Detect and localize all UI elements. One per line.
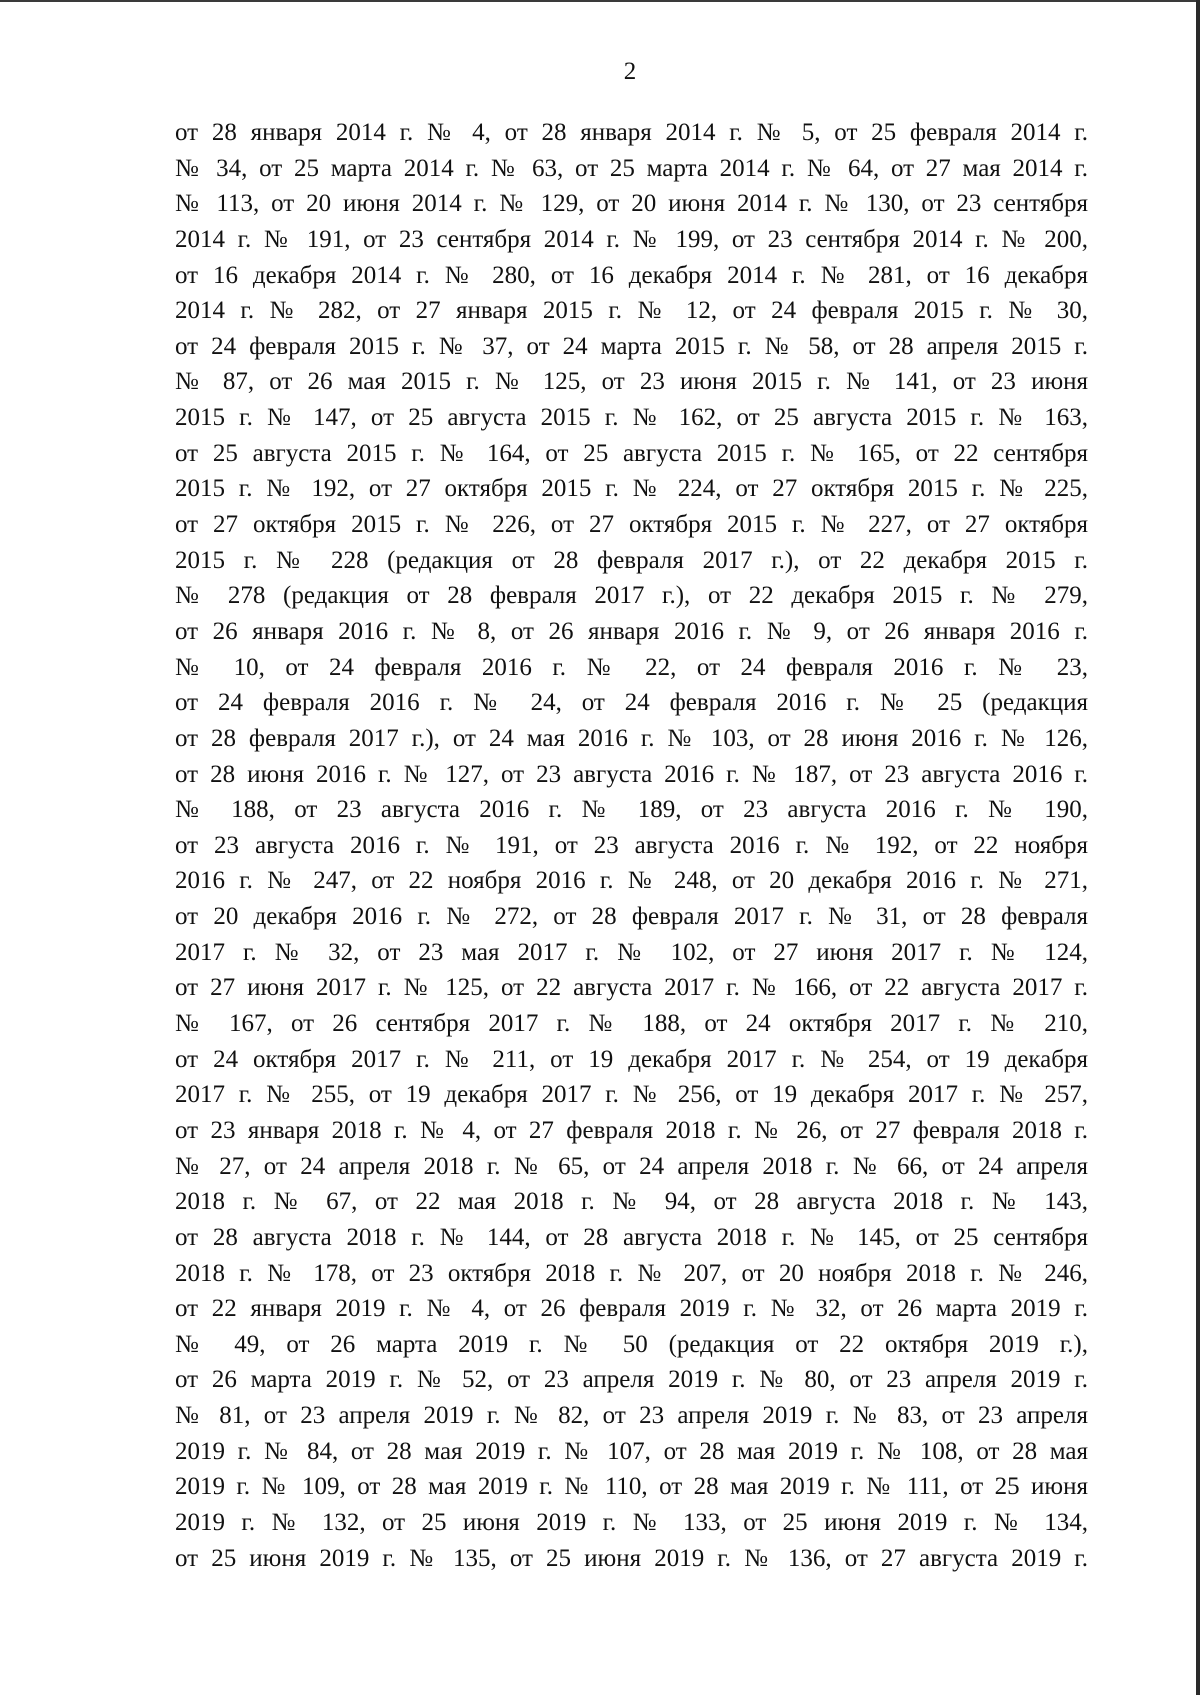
text-line: № 34, от 25 марта 2014 г. № 63, от 25 марта 2014 г. № 64, от 27 мая 2014 г. bbox=[175, 154, 1088, 182]
text-line: № 49, от 26 марта 2019 г. № 50 (редакция от 22 октября 2019 г.), bbox=[175, 1330, 1088, 1358]
text-line: № 81, от 23 апреля 2019 г. № 82, от 23 апреля 2019 г. № 83, от 23 апреля bbox=[175, 1402, 1088, 1430]
text-line: от 25 августа 2015 г. № 164, от 25 августа 2015 г. № 165, от 22 сентября bbox=[175, 439, 1088, 467]
text-line: № 113, от 20 июня 2014 г. № 129, от 20 июня 2014 г. № 130, от 23 сентября bbox=[175, 190, 1088, 218]
text-line: от 27 октября 2015 г. № 226, от 27 октября 2015 г. № 227, от 27 октября bbox=[175, 511, 1088, 539]
text-line: от 20 декабря 2016 г. № 272, от 28 февраля 2017 г. № 31, от 28 февраля bbox=[175, 903, 1088, 931]
text-line: от 28 января 2014 г. № 4, от 28 января 2014 г. № 5, от 25 февраля 2014 г. bbox=[175, 119, 1088, 146]
text-line: от 24 октября 2017 г. № 211, от 19 декабря 2017 г. № 254, от 19 декабря bbox=[175, 1045, 1088, 1073]
text-line: 2014 г. № 282, от 27 января 2015 г. № 12, от 24 февраля 2015 г. № 30, bbox=[175, 297, 1088, 325]
text-line: 2016 г. № 247, от 22 ноября 2016 г. № 248, от 20 декабря 2016 г. № 271, bbox=[175, 867, 1088, 895]
text-line: от 28 июня 2016 г. № 127, от 23 августа 2016 г. № 187, от 23 августа 2016 г. bbox=[175, 760, 1088, 788]
text-line: 2017 г. № 255, от 19 декабря 2017 г. № 256, от 19 декабря 2017 г. № 257, bbox=[175, 1081, 1088, 1109]
text-line: № 188, от 23 августа 2016 г. № 189, от 23 августа 2016 г. № 190, bbox=[175, 796, 1088, 824]
text-line: от 28 августа 2018 г. № 144, от 28 августа 2018 г. № 145, от 25 сентября bbox=[175, 1223, 1088, 1251]
text-line: № 167, от 26 сентября 2017 г. № 188, от 24 октября 2017 г. № 210, bbox=[175, 1010, 1088, 1038]
scan-edge-top bbox=[0, 0, 1200, 2]
text-line: от 28 февраля 2017 г.), от 24 мая 2016 г. № 103, от 28 июня 2016 г. № 126, bbox=[175, 724, 1088, 752]
text-line: 2018 г. № 67, от 22 мая 2018 г. № 94, от 28 августа 2018 г. № 143, bbox=[175, 1188, 1088, 1216]
text-line: 2019 г. № 84, от 28 мая 2019 г. № 107, от 28 мая 2019 г. № 108, от 28 мая bbox=[175, 1437, 1088, 1465]
document-body bbox=[175, 115, 1088, 1576]
text-line: 2014 г. № 191, от 23 сентября 2014 г. № 199, от 23 сентября 2014 г. № 200, bbox=[175, 225, 1088, 253]
text-line: от 22 января 2019 г. № 4, от 26 февраля 2019 г. № 32, от 26 марта 2019 г. bbox=[175, 1295, 1088, 1323]
text-line: № 278 (редакция от 28 февраля 2017 г.), от 22 декабря 2015 г. № 279, bbox=[175, 582, 1088, 610]
text-line: № 87, от 26 мая 2015 г. № 125, от 23 июня 2015 г. № 141, от 23 июня bbox=[175, 368, 1088, 396]
text-line: № 10, от 24 февраля 2016 г. № 22, от 24 февраля 2016 г. № 23, bbox=[175, 653, 1088, 681]
text-line: 2019 г. № 109, от 28 мая 2019 г. № 110, от 28 мая 2019 г. № 111, от 25 июня bbox=[175, 1473, 1088, 1501]
text-line: от 26 марта 2019 г. № 52, от 23 апреля 2019 г. № 80, от 23 апреля 2019 г. bbox=[175, 1366, 1088, 1394]
text-line: 2015 г. № 147, от 25 августа 2015 г. № 162, от 25 августа 2015 г. № 163, bbox=[175, 404, 1088, 432]
text-line: от 16 декабря 2014 г. № 280, от 16 декабря 2014 г. № 281, от 16 декабря bbox=[175, 261, 1088, 289]
text-line: 2015 г. № 192, от 27 октября 2015 г. № 224, от 27 октября 2015 г. № 225, bbox=[175, 475, 1088, 503]
text-line: 2018 г. № 178, от 23 октября 2018 г. № 207, от 20 ноября 2018 г. № 246, bbox=[175, 1259, 1088, 1287]
text-line: от 24 февраля 2015 г. № 37, от 24 марта 2015 г. № 58, от 28 апреля 2015 г. bbox=[175, 332, 1088, 360]
text-line: 2015 г. № 228 (редакция от 28 февраля 2017 г.), от 22 декабря 2015 г. bbox=[175, 546, 1088, 574]
text-line: № 27, от 24 апреля 2018 г. № 65, от 24 апреля 2018 г. № 66, от 24 апреля bbox=[175, 1152, 1088, 1180]
text-line: 2019 г. № 132, от 25 июня 2019 г. № 133, от 25 июня 2019 г. № 134, bbox=[175, 1508, 1088, 1536]
text-line: от 26 января 2016 г. № 8, от 26 января 2016 г. № 9, от 26 января 2016 г. bbox=[175, 617, 1088, 645]
page-number: 2 bbox=[623, 58, 637, 85]
text-line: от 23 августа 2016 г. № 191, от 23 августа 2016 г. № 192, от 22 ноября bbox=[175, 831, 1088, 859]
text-line: от 27 июня 2017 г. № 125, от 22 августа 2017 г. № 166, от 22 августа 2017 г. bbox=[175, 974, 1088, 1002]
text-line: от 25 июня 2019 г. № 135, от 25 июня 2019 г. № 136, от 27 августа 2019 г. bbox=[175, 1544, 1088, 1572]
text-line: от 23 января 2018 г. № 4, от 27 февраля 2018 г. № 26, от 27 февраля 2018 г. bbox=[175, 1116, 1088, 1144]
text-line: от 24 февраля 2016 г. № 24, от 24 февраля 2016 г. № 25 (редакция bbox=[175, 689, 1088, 717]
scan-edge-right bbox=[1196, 0, 1200, 1695]
text-line: 2017 г. № 32, от 23 мая 2017 г. № 102, от 27 июня 2017 г. № 124, bbox=[175, 938, 1088, 966]
